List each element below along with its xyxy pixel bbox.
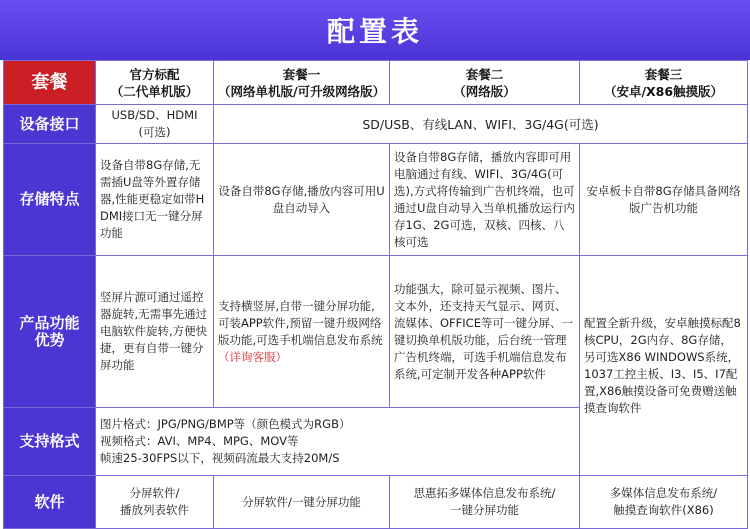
formats-framerate: 帧速25-30FPS以下，视频码流最大支持20M/S <box>100 451 340 465</box>
col-head-package-2 <box>390 61 580 105</box>
interface-standard-l2: (可选) <box>138 125 171 139</box>
formats-cell <box>96 408 580 476</box>
col-head-package-3-l1: 套餐三 <box>644 66 683 82</box>
features-package-3: 配置全新升级，安卓触摸标配8核CPU，2G内存、8G存储，另可选X86 WINDOWS系统，1037工控主板、I3、I5、I7配置,X86触摸设备可免费赠送触摸查询软件 <box>580 256 748 476</box>
storage-package-3: 安卓板卡自带8G存储具备网络版广告机功能 <box>580 144 748 256</box>
row-software <box>4 476 748 529</box>
col-head-package-1-l1: 套餐一 <box>282 66 321 82</box>
header-row <box>4 61 748 105</box>
col-head-standard <box>96 61 214 105</box>
page-title: 配置表 <box>326 15 423 48</box>
corner-cell: 套餐 <box>4 61 96 105</box>
col-head-package-2-l1: 套餐二 <box>465 66 504 82</box>
col-head-package-3 <box>580 61 748 105</box>
col-head-package-2-l2: （网络版） <box>453 83 516 99</box>
row-head-interface: 设备接口 <box>4 105 96 144</box>
storage-standard: 设备自带8G存储,无需插U盘等外置存储器,性能更稳定如带HDMI接口无一键分屏功能 <box>96 144 214 256</box>
formats-image: 图片格式：JPG/PNG/BMP等（颜色模式为RGB） <box>100 417 351 431</box>
software-package-1: 分屏软件/一键分屏功能 <box>214 476 390 529</box>
software-standard-l2: 播放列表软件 <box>120 503 189 517</box>
row-features <box>4 256 748 408</box>
consult-service-note: （详询客服） <box>218 349 287 364</box>
col-head-package-1-l2: （网络单机版/可升级网络版） <box>218 83 386 99</box>
features-package-2: 功能强大，除可显示视频、图片、文本外，还支持天气显示、网页、流媒体、OFFICE等可一键分屏、一键切换单机版功能，后台统一管理广告机终端，可选手机端信息发布系统,可定制开发各种APP软件 <box>390 256 580 408</box>
formats-video: 视频格式：AVI、MP4、MPG、MOV等 <box>100 434 299 448</box>
software-package-3 <box>580 476 748 529</box>
software-package-2-l1: 思惠拓多媒体信息发布系统/ <box>413 486 556 500</box>
row-head-software: 软件 <box>4 476 96 529</box>
software-standard <box>96 476 214 529</box>
features-package-1 <box>214 256 390 408</box>
software-package-3-l2: 触摸查询软件(X86) <box>613 503 714 517</box>
row-head-storage: 存储特点 <box>4 144 96 256</box>
interface-packages: SD/USB、有线LAN、WIFI、3G/4G(可选) <box>214 105 748 144</box>
row-interface <box>4 105 748 144</box>
row-head-features <box>4 256 96 408</box>
col-head-standard-l1: 官方标配 <box>129 66 180 82</box>
features-standard: 竖屏片源可通过遥控器旋转,无需事先通过电脑软件旋转,方便快捷，更有自带一键分屏功能 <box>96 256 214 408</box>
row-head-features-l1: 产品功能 <box>19 313 80 332</box>
row-head-formats: 支持格式 <box>4 408 96 476</box>
features-package-1-text: 支持横竖屏,自带一键分屏功能,可装APP软件,预留一键升级网络版功能,可选手机端信息发布系统 <box>218 298 383 347</box>
col-head-package-3-l2: （安卓/X86触摸版） <box>603 83 724 99</box>
interface-standard-l1: USB/SD、HDMI <box>111 108 198 122</box>
software-standard-l1: 分屏软件/ <box>129 486 180 500</box>
row-head-features-l2: 优势 <box>34 330 65 349</box>
storage-package-2: 设备自带8G存储，播放内容即可用电脑通过有线、WIFI、3G/4G(可选),方式将传输到广告机终端，也可通过U盘自动导入当单机播放运行内存1G、2G可选，双核、四核、八核可选 <box>390 144 580 256</box>
col-head-standard-l2: （二代单机版） <box>110 83 199 99</box>
row-storage <box>4 144 748 256</box>
storage-package-1: 设备自带8G存储,播放内容可用U盘自动导入 <box>214 144 390 256</box>
software-package-2-l2: 一键分屏功能 <box>450 503 519 517</box>
interface-standard <box>96 105 214 144</box>
software-package-2 <box>390 476 580 529</box>
col-head-package-1 <box>214 61 390 105</box>
config-table <box>3 60 748 529</box>
title-bar <box>0 0 750 60</box>
software-package-3-l1: 多媒体信息发布系统/ <box>609 486 718 500</box>
